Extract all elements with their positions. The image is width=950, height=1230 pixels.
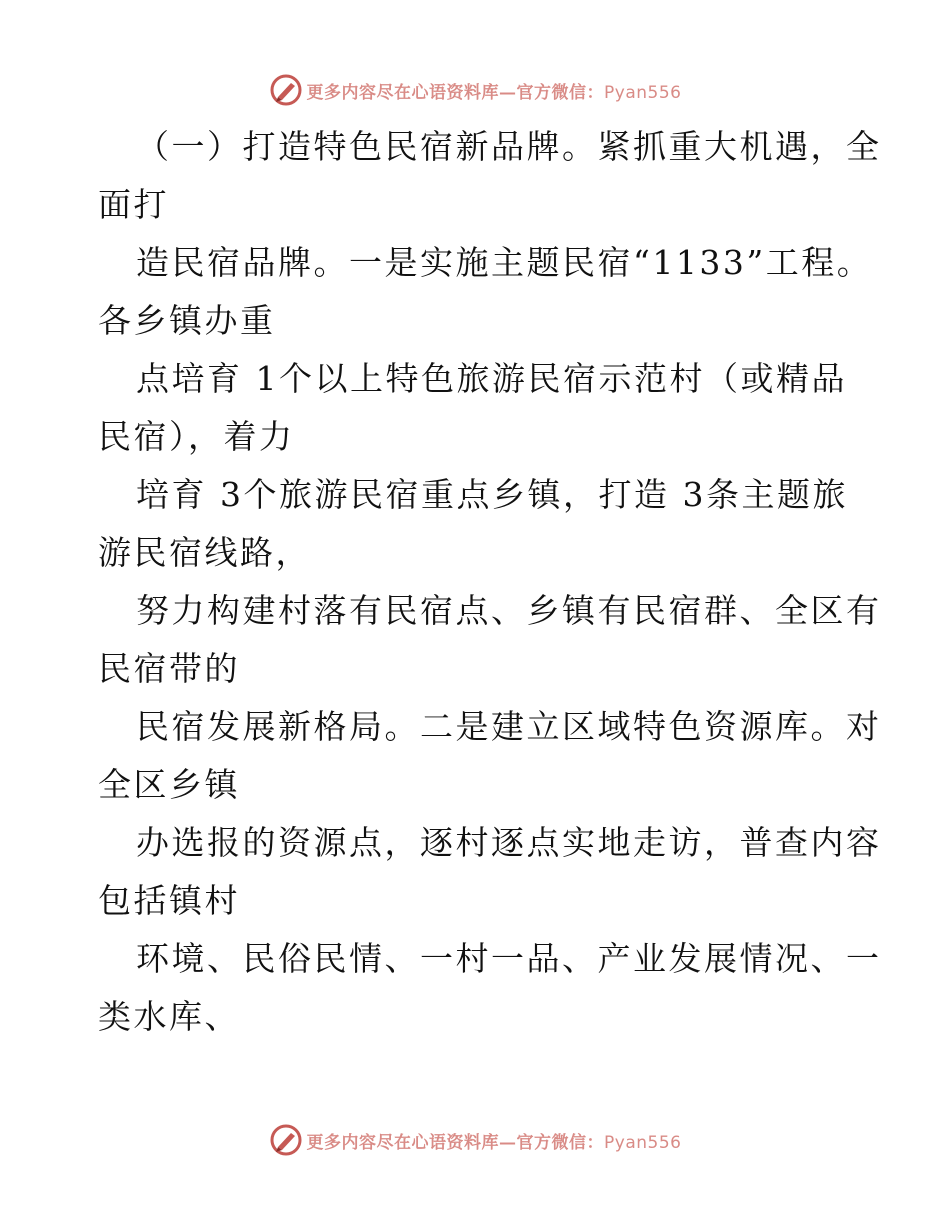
body-line: 包括镇村 bbox=[98, 881, 240, 920]
body-line: 类水库、 bbox=[98, 997, 240, 1036]
body-line: 努力构建村落有民宿点、乡镇有民宿群、全区有 bbox=[136, 591, 882, 630]
pen-logo-icon bbox=[269, 1123, 303, 1157]
document-body bbox=[98, 118, 882, 1046]
body-line: 面打 bbox=[98, 185, 169, 224]
body-line: 点培育 1个以上特色旅游民宿示范村（或精品 bbox=[136, 359, 847, 398]
body-line: 办选报的资源点，逐村逐点实地走访，普查内容 bbox=[136, 823, 882, 862]
body-line: 游民宿线路， bbox=[98, 533, 311, 572]
body-line: 环境、民俗民情、一村一品、产业发展情况、一 bbox=[136, 939, 882, 978]
footer-watermark bbox=[0, 1122, 950, 1158]
body-line: 培育 3个旅游民宿重点乡镇，打造 3条主题旅 bbox=[136, 475, 848, 514]
body-line: 各乡镇办重 bbox=[98, 301, 276, 340]
body-line: （一）打造特色民宿新品牌。紧抓重大机遇，全 bbox=[136, 127, 882, 166]
body-line: 民宿），着力 bbox=[98, 417, 295, 456]
watermark-text: 更多内容尽在心语资料库—官方微信：Pyan556 bbox=[306, 1132, 682, 1153]
watermark-text: 更多内容尽在心语资料库—官方微信：Pyan556 bbox=[306, 82, 682, 103]
body-line: 全区乡镇 bbox=[98, 765, 240, 804]
body-line: 造民宿品牌。一是实施主题民宿“1133”工程。 bbox=[136, 243, 873, 282]
body-line: 民宿带的 bbox=[98, 649, 240, 688]
header-watermark bbox=[0, 72, 950, 108]
pen-logo-icon bbox=[269, 73, 303, 107]
body-line: 民宿发展新格局。二是建立区域特色资源库。对 bbox=[136, 707, 882, 746]
